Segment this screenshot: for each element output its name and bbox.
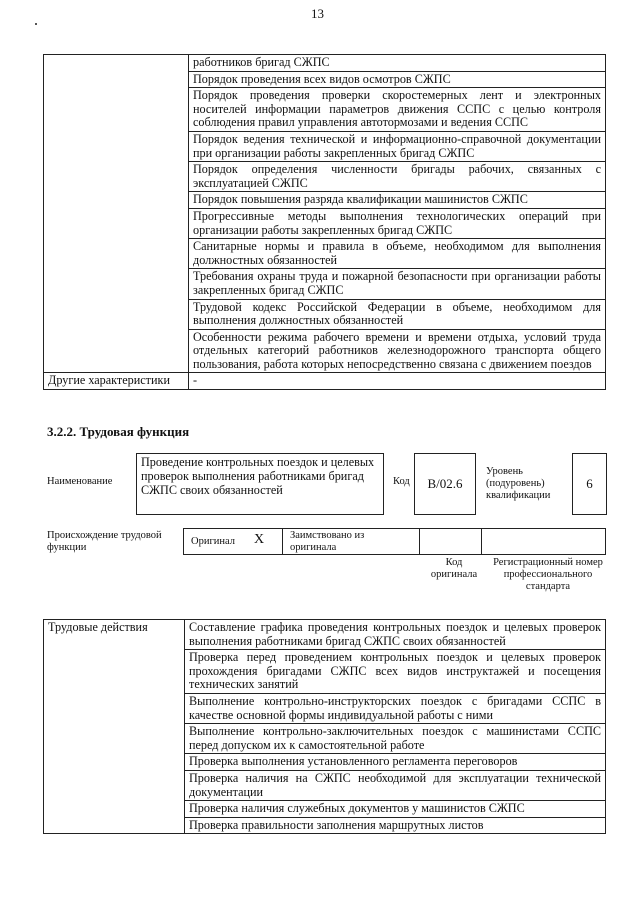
- level-value: 6: [586, 476, 593, 491]
- table-cell: Порядок ведения технической и информационно-справочной документации при организации работы закрепленных бригад СЖПС: [189, 131, 606, 161]
- table-cell: Проверка наличия на СЖПС необходимой для эксплуатации технической документации: [185, 770, 606, 800]
- table-cell: Порядок проведения проверки скоростемерных лент и электронных носителей информации параметров движения ССПС с целью контроля соблюдения правил управления автотормозами и ведения ССПС: [189, 88, 606, 132]
- table-cell: Выполнение контрольно-заключительных поездок с машинистами ССПС перед допуском их к самостоятельной работе: [185, 724, 606, 754]
- table-cell: Проверка наличия служебных документов у машинистов СЖПС: [185, 801, 606, 818]
- origin-divider: [282, 528, 283, 555]
- other-characteristics-value: -: [189, 373, 606, 390]
- code-label: Код: [393, 476, 410, 487]
- table-row: [44, 373, 606, 390]
- level-label: Уровень (подуровень) квалификации: [486, 466, 551, 501]
- table-cell: Прогрессивные методы выполнения технологических операций при организации работы закрепленных бригад СЖПС: [189, 208, 606, 238]
- function-name: Проведение контрольных поездок и целевых проверок выполнения работниками бригад СЖПС своих обязанностей: [141, 455, 375, 498]
- table-row: [44, 55, 606, 72]
- origin-label: Происхождение трудовой функции: [47, 530, 162, 553]
- table-cell: Составление графика проведения контрольных поездок и целевых проверок выполнения работниками бригад СЖПС своих обязанностей: [185, 620, 606, 650]
- table-cell: Выполнение контрольно-инструкторских поездок с бригадами ССПС в качестве основной формы индивидуальной работы с ними: [185, 693, 606, 723]
- table-cell: Проверка правильности заполнения маршрутных листов: [185, 817, 606, 834]
- knowledge-table: [43, 54, 606, 390]
- original-label: Оригинал: [191, 536, 235, 547]
- table-cell: Трудовой кодекс Российской Федерации в объеме, необходимом для выполнения должностных обязанностей: [189, 299, 606, 329]
- scan-mark: [35, 23, 37, 25]
- origin-divider: [481, 528, 482, 555]
- code-original-caption: Код оригинала: [430, 557, 478, 580]
- table-cell: Проверка выполнения установленного регламента переговоров: [185, 754, 606, 771]
- code-value: В/02.6: [427, 476, 463, 491]
- page-number: 13: [311, 6, 324, 21]
- table-cell: Санитарные нормы и правила в объеме, необходимом для выполнения должностных обязанностей: [189, 239, 606, 269]
- section-heading: 3.2.2. Трудовая функция: [47, 424, 190, 439]
- table-cell: Порядок проведения всех видов осмотров СЖПС: [189, 71, 606, 88]
- original-mark: X: [254, 532, 265, 547]
- other-characteristics-label: Другие характеристики: [44, 373, 189, 390]
- reg-number-caption: Регистрационный номер профессионального стандарта: [493, 557, 603, 592]
- table-cell: работников бригад СЖПС: [189, 55, 606, 72]
- table-row: [44, 620, 606, 650]
- table-cell: Требования охраны труда и пожарной безопасности при организации работы закрепленных бригад СЖПС: [189, 269, 606, 299]
- table-cell: Проверка перед проведением контрольных поездок и целевых проверок прохождения бригадами СЖПС всех видов инструктажей и посещения технических занятий: [185, 650, 606, 694]
- table-cell: Особенности режима рабочего времени и времени отдыха, условий труда отдельных категорий работников железнодорожного транспорта общего пользования, работа которых непосредственно связана с движением поездов: [189, 329, 606, 373]
- table-label-cell: [44, 55, 189, 373]
- origin-divider: [419, 528, 420, 555]
- table-cell: Порядок определения численности бригады рабочих, связанных с эксплуатацией СЖПС: [189, 162, 606, 192]
- actions-label: Трудовые действия: [44, 620, 185, 834]
- actions-table: [43, 619, 606, 834]
- name-label: Наименование: [47, 476, 113, 487]
- borrowed-label: Заимствовано из оригинала: [290, 530, 365, 553]
- table-cell: Порядок повышения разряда квалификации машинистов СЖПС: [189, 192, 606, 209]
